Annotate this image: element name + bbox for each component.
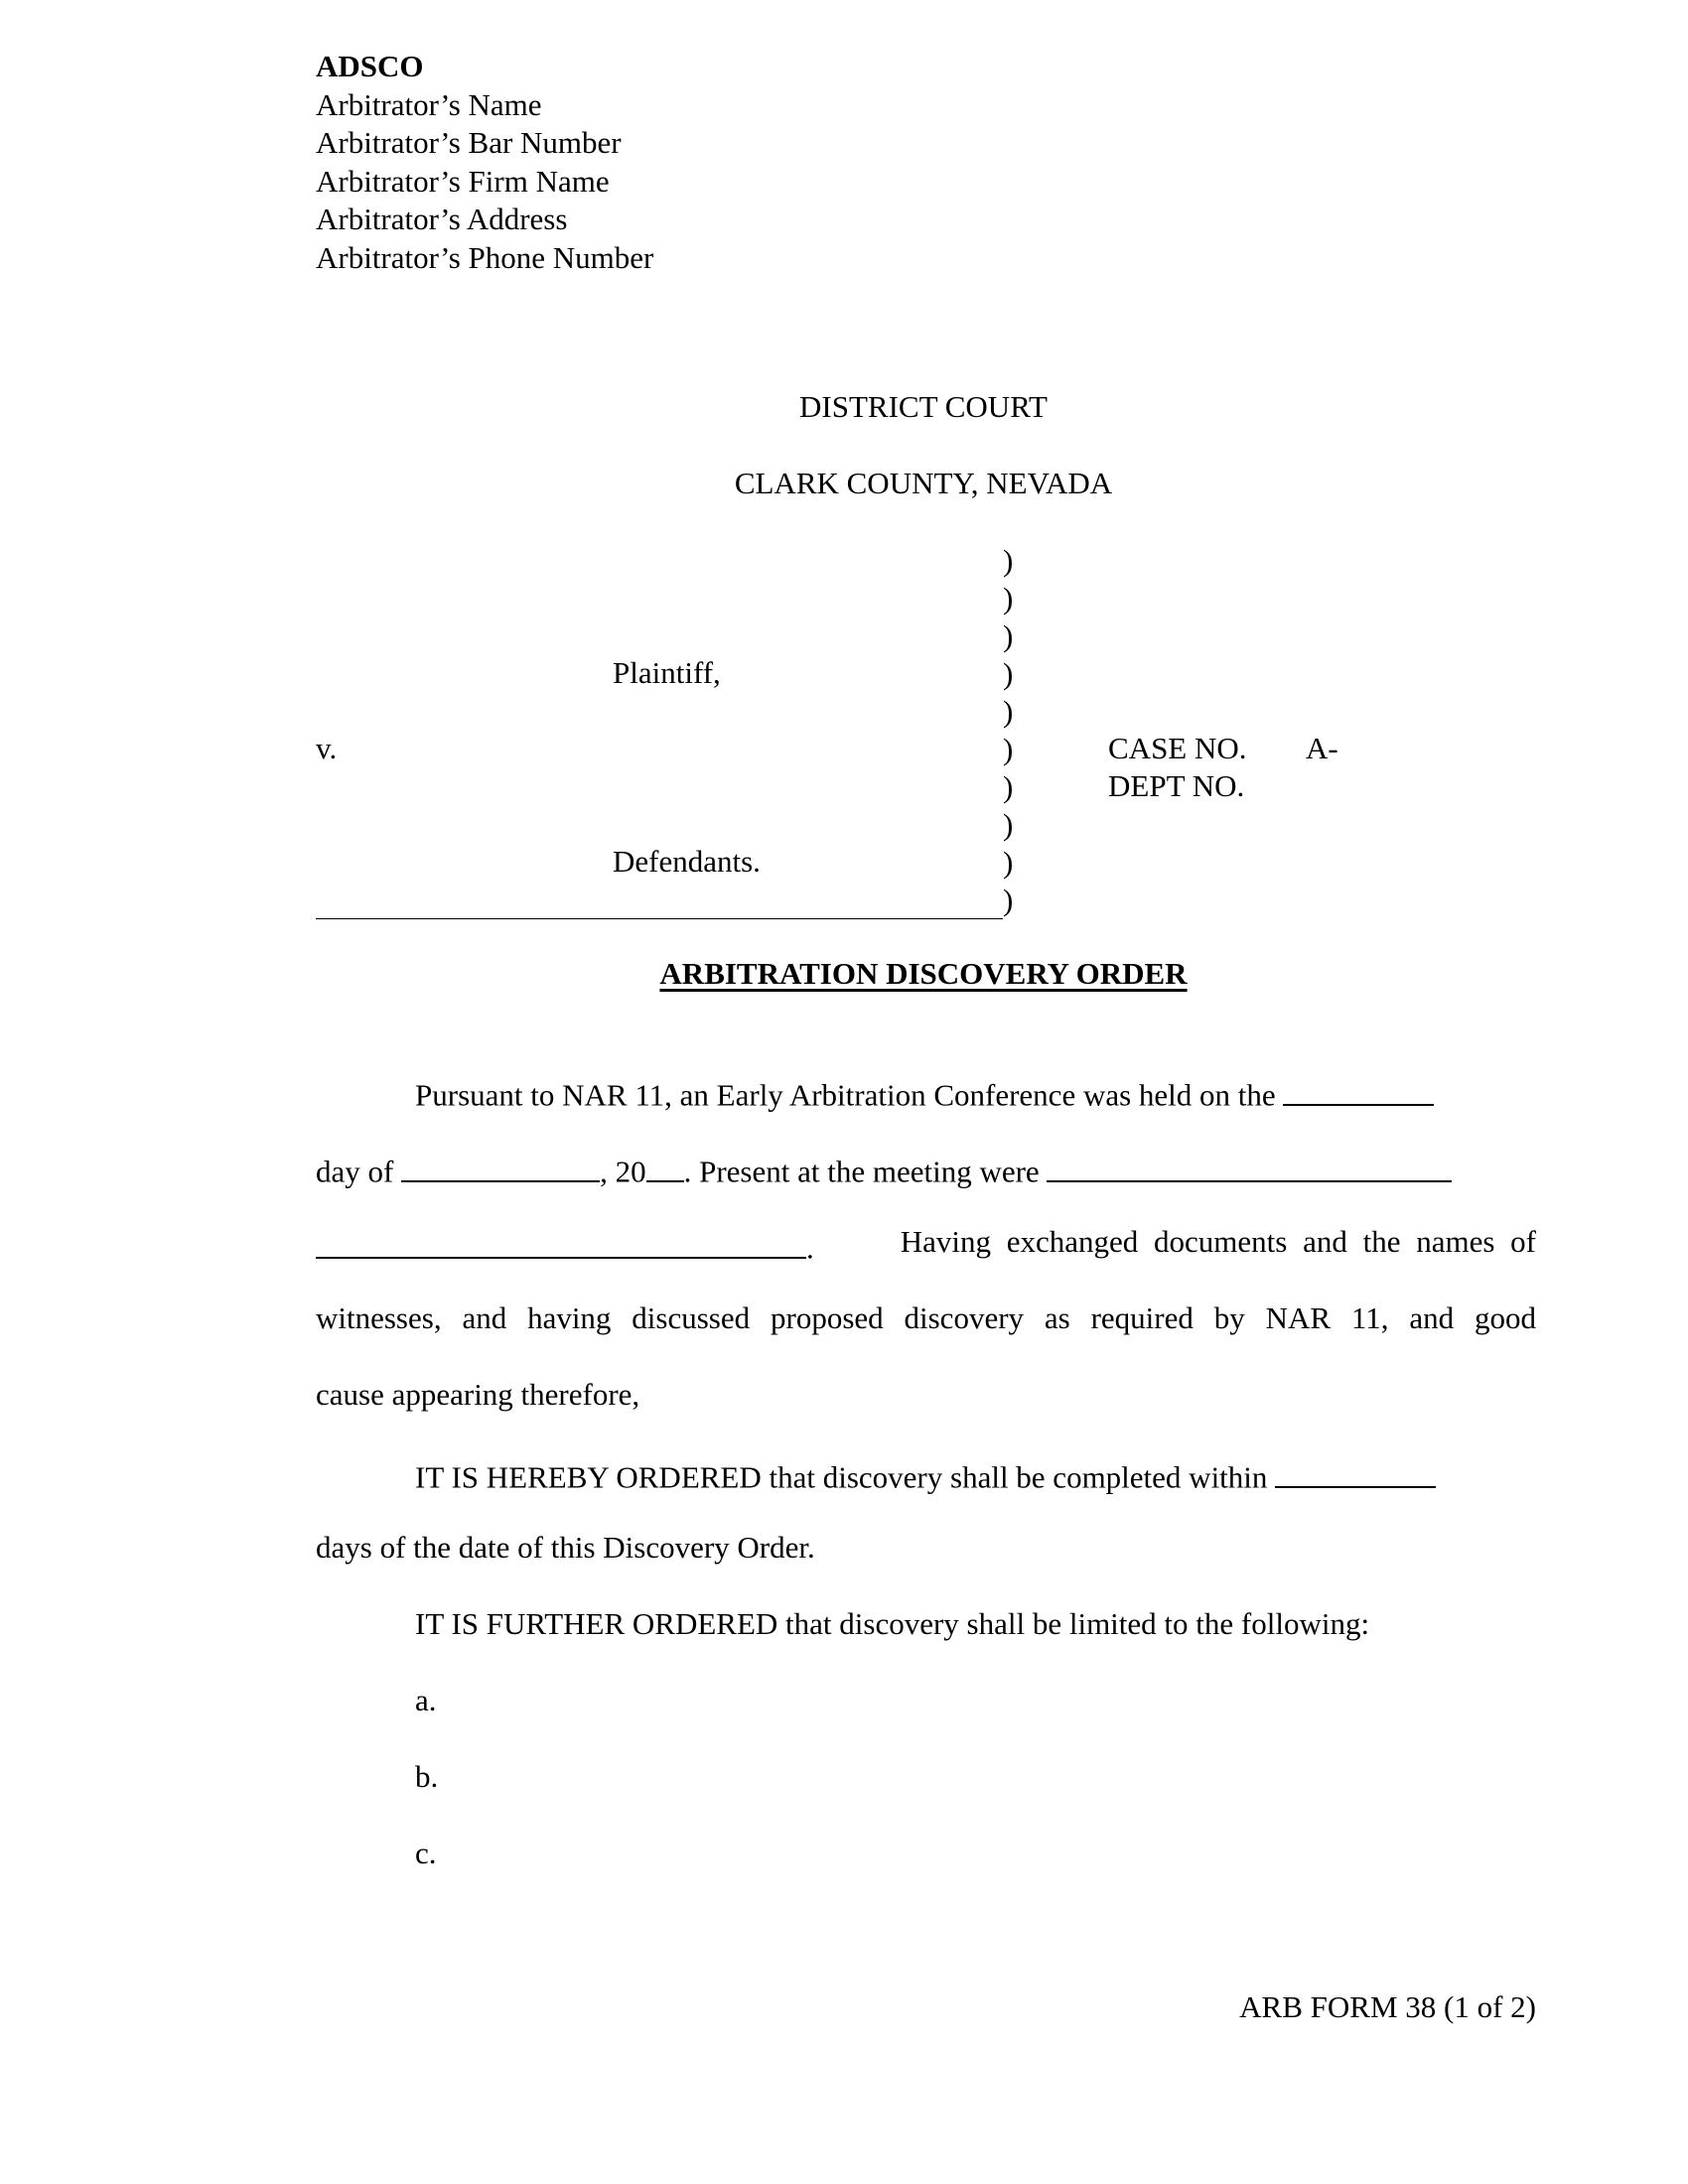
court-county: CLARK COUNTY, NEVADA bbox=[734, 466, 1113, 500]
document-title bbox=[0, 956, 1688, 992]
attendees-blank-2[interactable] bbox=[316, 1224, 806, 1259]
month-blank[interactable] bbox=[401, 1148, 600, 1182]
defendant-label: Defendants. bbox=[613, 844, 761, 879]
paragraph-1-text-start: Pursuant to NAR 11, an Early Arbitration Conference was held on the bbox=[415, 1077, 1276, 1113]
arbitrator-bar-number: Arbitrator’s Bar Number bbox=[316, 125, 622, 160]
arbitrator-address: Arbitrator’s Address bbox=[316, 202, 568, 236]
court-name: DISTRICT COURT bbox=[799, 389, 1048, 424]
versus-label: v. bbox=[316, 731, 338, 765]
paragraph-2-line-2: days of the date of this Discovery Order. bbox=[316, 1530, 815, 1565]
arbitrator-header bbox=[316, 48, 653, 277]
caption-divider-line bbox=[316, 918, 1003, 919]
attendees-blank-1[interactable] bbox=[1047, 1148, 1452, 1182]
arbitrator-name: Arbitrator’s Name bbox=[316, 86, 542, 122]
case-number-prefix: A- bbox=[1306, 731, 1338, 765]
paragraph-2-line-1 bbox=[415, 1453, 1436, 1496]
arbitrator-firm-name: Arbitrator’s Firm Name bbox=[316, 163, 610, 199]
paragraph-1-line-3 bbox=[316, 1224, 1536, 1267]
present-at-meeting-text: . Present at the meeting were bbox=[683, 1154, 1040, 1189]
conference-date-blank[interactable] bbox=[1283, 1071, 1434, 1106]
caption-parentheses: ) ) ) ) ) ) ) ) ) ) bbox=[1003, 543, 1014, 917]
attendees-period: . bbox=[806, 1230, 814, 1266]
form-footer: ARB FORM 38 (1 of 2) bbox=[1239, 1989, 1536, 2024]
hereby-ordered-text: IT IS HEREBY ORDERED that discovery shall be completed within bbox=[415, 1459, 1268, 1495]
paragraph-1-line-2 bbox=[316, 1148, 1452, 1190]
case-number-label: CASE NO. bbox=[1108, 731, 1247, 765]
days-blank[interactable] bbox=[1275, 1453, 1436, 1488]
plaintiff-label: Plaintiff, bbox=[613, 655, 721, 690]
list-item-a: a. bbox=[415, 1683, 437, 1717]
paragraph-1-line-4: witnesses, and having discussed proposed discovery as required by NAR 11, and good bbox=[316, 1300, 1536, 1335]
paragraph-3: IT IS FURTHER ORDERED that discovery shall be limited to the following: bbox=[415, 1606, 1370, 1641]
company-name: ADSCO bbox=[316, 49, 424, 83]
having-exchanged-text: Having exchanged documents and the names of bbox=[900, 1224, 1536, 1259]
paragraph-1-line-1 bbox=[415, 1071, 1434, 1114]
paragraph-1-line-5: cause appearing therefore, bbox=[316, 1377, 640, 1412]
list-item-b: b. bbox=[415, 1759, 439, 1794]
arbitrator-phone-number: Arbitrator’s Phone Number bbox=[316, 239, 654, 275]
dept-number-label: DEPT NO. bbox=[1108, 768, 1245, 803]
year-blank[interactable] bbox=[646, 1148, 684, 1182]
list-item-c: c. bbox=[415, 1836, 437, 1870]
document-title-text: ARBITRATION DISCOVERY ORDER bbox=[659, 956, 1188, 991]
year-prefix-text: , 20 bbox=[600, 1154, 646, 1189]
day-of-text: day of bbox=[316, 1154, 394, 1189]
